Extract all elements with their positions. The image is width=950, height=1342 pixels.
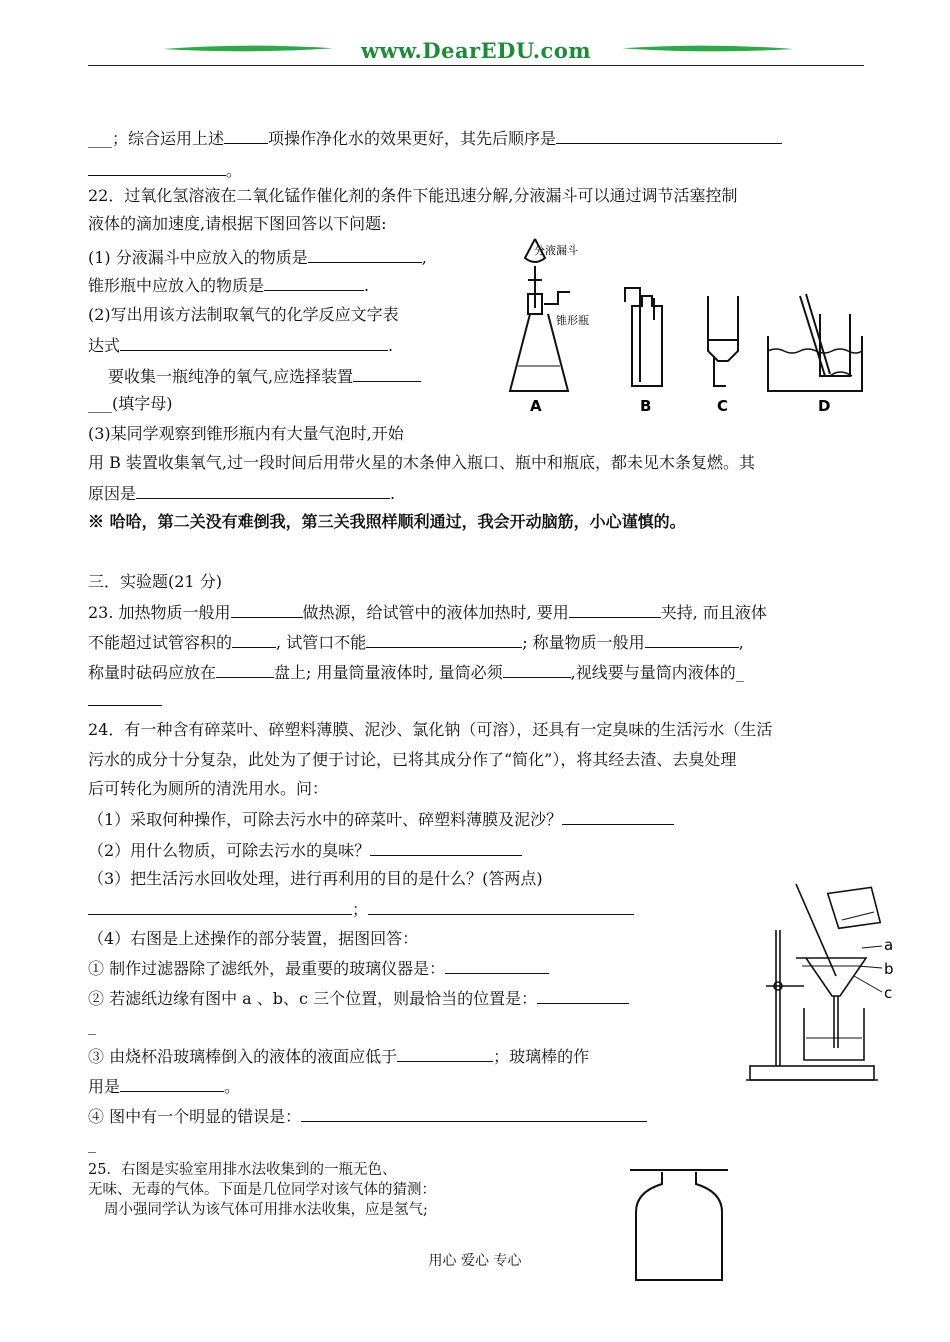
question-24-text: 24．有一种含有碎菜叶、碎塑料薄膜、泥沙、氯化钠（可溶），还具有一定臭味的生活污水（生活 [88,720,773,739]
blank[interactable] [645,632,739,648]
text: ③ 由烧杯沿玻璃棒倒入的液体的液面应低于 [88,1047,398,1066]
blank[interactable] [366,632,522,648]
question-22-part2d: ___(填字母) [88,394,173,413]
section-title: 三．实验题(21 分) [88,572,222,591]
blank[interactable] [88,690,162,706]
question-22-part2: (2)写出用该方法制取氧气的化学反应文字表 [88,305,399,324]
question-24-c1 [88,958,549,979]
question-24-c4 [88,1106,647,1127]
blank[interactable] [370,840,522,856]
blank[interactable] [301,1106,647,1122]
blank[interactable] [503,662,571,678]
filtration-figure [744,880,904,1090]
blank[interactable] [120,1076,224,1092]
label-d: D [818,397,831,415]
question-22-part3b: 用 B 装置收集氧气,过一段时间后用带火星的木条伸入瓶口、瓶中和瓶底，都未见木条复燃。其 [88,453,756,472]
question-22-part1 [88,247,427,268]
question-22-part1b [88,275,369,296]
question-24-c2 [88,988,629,1009]
question-24-c3 [88,1046,589,1067]
blank[interactable] [562,809,674,825]
text: ; 称量物质一般用 [522,633,645,652]
question-25-text: 无味、无毒的气体。下面是几位同学对该气体的猜测： [88,1182,436,1198]
question-23-line4 [88,690,162,711]
text: 23. 加热物质一般用 [88,603,231,622]
blank[interactable] [216,662,274,678]
question-22-part2b [88,335,393,356]
text: 夹持, 而且液体 [660,603,767,622]
blank[interactable] [368,899,634,915]
question-24-sub4: （4）右图是上述操作的部分装置，据图回答： [88,929,419,948]
label-b: B [640,397,652,415]
text: 。 [226,161,243,180]
gas-apparatus-figure [500,236,870,416]
text: . [364,276,370,295]
text: 用是 [88,1077,121,1096]
page-footer: 用心 爱心 专心 [428,1253,522,1269]
question-22-part3c [88,483,395,504]
question-23-line2 [88,632,744,653]
question-23-line1 [88,602,767,623]
blank[interactable] [537,988,629,1004]
text: . [390,484,396,503]
label-b: b [884,960,894,978]
text: ④ 图中有一个明显的错误是： [88,1107,302,1126]
text: 盘上; 用量筒量液体时, 量筒必须 [274,663,503,682]
question-22-part3: (3)某同学观察到锥形瓶内有大量气泡时,开始 [88,424,404,443]
blank[interactable] [569,602,661,618]
text: 项操作净化水的效果更好，其先后顺序是 [268,129,557,148]
text: 原因是 [88,484,137,503]
question-22-text: 22．过氧化氢溶液在二氧化锰作催化剂的条件下能迅速分解,分液漏斗可以通过调节活塞控制 [88,186,738,205]
question-23-line3 [88,662,744,683]
page-header [88,30,864,70]
encouragement-note: ※ 哈哈，第二关没有难倒我，第三关我照样顺利通过，我会开动脑筋，小心谨慎的。 [88,512,686,531]
question-24-c4-cont: _ [88,1134,96,1153]
question-25-text: 25．右图是实验室用排水法收集到的一瓶无色、 [88,1162,397,1178]
text: . [388,336,394,355]
text-line [88,160,242,181]
blank[interactable] [224,128,268,144]
blank[interactable] [264,275,364,291]
text: , [421,248,427,267]
text: ___；综合运用上述 [88,129,225,148]
text-line [88,128,782,149]
question-22-part2c [108,366,421,387]
question-24-c3-cont [88,1076,240,1097]
blank[interactable] [308,247,422,263]
blank[interactable] [231,602,303,618]
blank[interactable] [353,366,421,382]
text: (1) 分液漏斗中应放入的物质是 [88,248,308,267]
right-leaf-icon [588,44,828,54]
label-c: c [884,984,893,1002]
text: 做热源，给试管中的液体加热时, 要用 [302,603,569,622]
text: ； [352,900,369,919]
text: ① 制作过滤器除了滤纸外，最重要的玻璃仪器是： [88,959,446,978]
blank[interactable] [136,483,390,499]
header-rule [88,65,864,66]
question-24-sub3: （3）把生活污水回收处理，进行再利用的目的是什么？(答两点) [88,869,543,888]
blank[interactable] [232,632,276,648]
flask-label: 锥形瓶 [556,314,589,327]
funnel-label: 分液漏斗 [534,244,578,257]
text: （1）采取何种操作，可除去污水中的碎菜叶、碎塑料薄膜及泥沙？ [88,810,563,829]
label-c: C [717,397,729,415]
text: 不能超过试管容积的 [88,633,233,652]
blank[interactable] [88,899,352,915]
text: （2）用什么物质，可除去污水的臭味？ [88,841,371,860]
blank[interactable] [445,958,549,974]
site-logo: www.DearEDU.com [360,38,592,63]
question-24-text: 后可转化为厕所的清洗用水。问： [88,779,329,798]
text: ② 若滤纸边缘有图中 a 、b、c 三个位置，则最恰当的位置是： [88,989,538,1008]
text: 要收集一瓶纯净的氧气,应选择装置 [108,367,354,386]
question-25-text: 周小强同学认为该气体可用排水法收集，应是氢气; [104,1202,428,1218]
text: 称量时砝码应放在 [88,663,217,682]
question-22-text: 液体的滴加速度,请根据下图回答以下问题: [88,214,387,233]
label-a: A [530,397,542,415]
question-24-sub3-answers [88,899,634,920]
text: , [738,633,744,652]
question-24-c2-cont: _ [88,1016,96,1035]
text: 达式 [88,336,121,355]
text: 锥形瓶中应放入的物质是 [88,276,265,295]
label-a: a [884,936,894,954]
blank[interactable] [88,160,226,176]
text: ,视线要与量筒内液体的_ [570,663,744,682]
blank[interactable] [556,128,782,144]
text: , 试管口不能 [276,633,367,652]
text: 。 [224,1077,241,1096]
text: ；玻璃棒的作 [493,1047,590,1066]
question-24-text: 污水的成分十分复杂，此处为了便于讨论，已将其成分作了“简化”），将其经去渣、去臭处理 [88,750,737,769]
blank[interactable] [397,1046,493,1062]
blank[interactable] [120,335,388,351]
question-24-sub1 [88,809,674,830]
question-24-sub2 [88,840,522,861]
